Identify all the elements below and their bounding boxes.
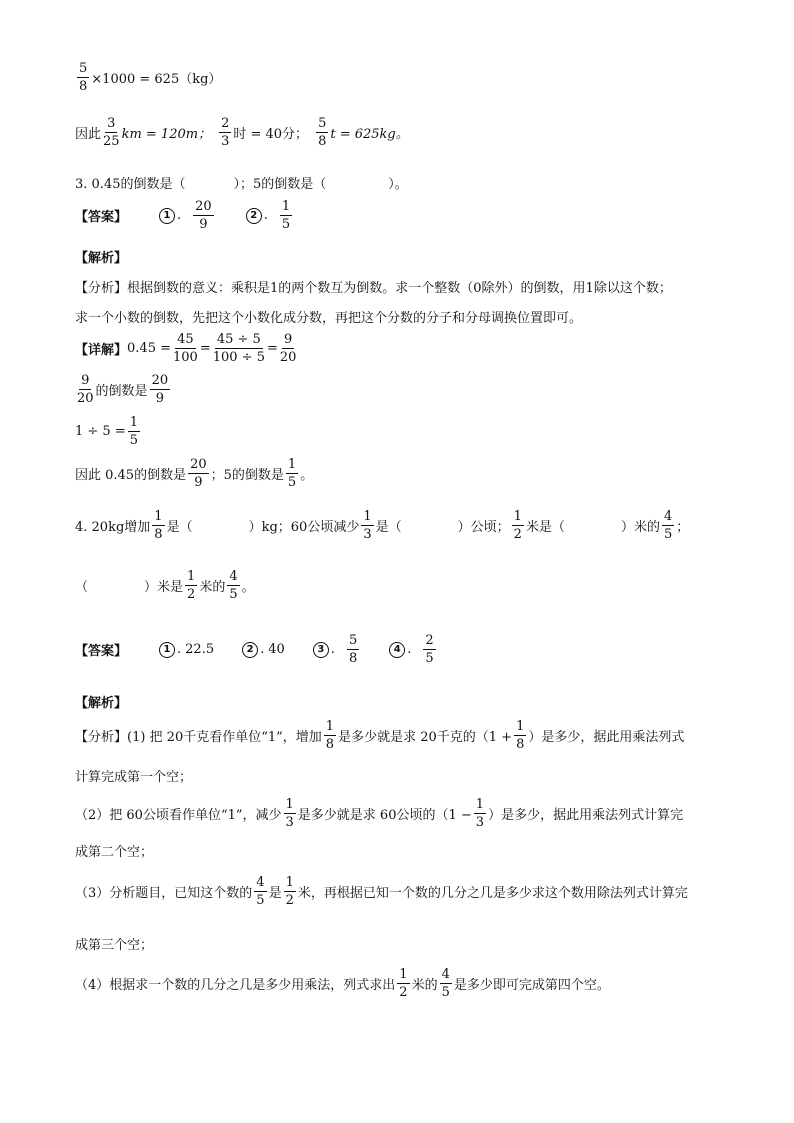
answer-value: 22.5: [185, 642, 215, 657]
text: ）是多少，据此用乘法列式: [528, 730, 685, 745]
text: 是多少即可完成第四个空。: [453, 978, 610, 993]
detail-3-line4: [75, 458, 313, 489]
analysis-4-4: [75, 968, 610, 999]
fraction: $\frac{5}{8}$: [318, 116, 327, 149]
text: 。: [241, 580, 255, 595]
circled-number: 1: [159, 208, 175, 224]
text: ；: [676, 520, 690, 535]
text: 米的: [411, 978, 438, 993]
text: 0.45 =: [127, 341, 171, 356]
text: 米的: [199, 580, 226, 595]
text: t = 625kg。: [330, 127, 409, 142]
fraction: $\frac{20}{9}$: [190, 457, 207, 490]
text: 。: [300, 468, 314, 483]
text: 是（: [166, 520, 193, 535]
question-3: [75, 173, 408, 192]
answer-3: 【答案】 1 . $\frac{20}{9}$ 2 . $\frac{1}{5}$: [75, 199, 291, 232]
text: 的倒数是: [95, 384, 148, 399]
fraction: $\frac{3}{25}$: [103, 116, 120, 149]
analysis-heading: 【解析】: [75, 251, 128, 266]
answer-label: 【答案】: [75, 210, 128, 225]
text: 【分析】(1) 把 20千克看作单位“1”，增加: [75, 730, 322, 745]
text: 米是（: [525, 520, 565, 535]
fraction: $\frac{1}{5}$: [287, 457, 297, 490]
circled-number: 2: [246, 208, 262, 224]
text: 3. 0.45的倒数是（: [75, 177, 186, 192]
text: （: [75, 580, 89, 595]
question-4-line2: [75, 570, 255, 601]
fraction: $\frac{1}{5}$: [129, 415, 139, 448]
text: ）kg；60公顷减少: [248, 520, 360, 535]
text: =: [266, 341, 278, 356]
analysis-text: 计算完成第一个空；: [75, 770, 193, 785]
fraction: $\frac{4}{5}$: [663, 509, 673, 542]
fraction: $\frac{1}{2}$: [399, 967, 408, 1000]
analysis-4-3: [75, 876, 688, 907]
fraction: $\frac{45 \div 5}{100 \div 5}$: [212, 332, 265, 365]
fraction: $\frac{20}{9}$: [195, 199, 212, 232]
calc-line-kg: [75, 62, 221, 93]
text: 因此 0.45的倒数是: [75, 468, 187, 483]
fraction: $\frac{1}{8}$: [516, 719, 525, 752]
fraction: $\frac{1}{5}$: [281, 199, 291, 232]
fraction: $\frac{5}{8}$: [348, 633, 358, 666]
analysis-text: 成第二个空；: [75, 845, 154, 860]
fraction: $\frac{45}{100}$: [173, 332, 198, 365]
detail-3-line3: [75, 416, 142, 447]
detail-3: [75, 333, 298, 364]
fraction: $\frac{1}{3}$: [285, 797, 294, 830]
answer-4: 【答案】 1 . 22.5 2 . 40 3 . $\frac{5}{8}$ 4 . $\frac{2}{5}$: [75, 633, 434, 666]
fraction: $\frac{9}{20}$: [77, 373, 94, 406]
circled-number: 4: [389, 642, 405, 658]
text: 因此: [75, 127, 102, 142]
question-4: [75, 510, 689, 541]
text: km = 120m；: [121, 127, 212, 142]
text: 是（: [375, 520, 402, 535]
circled-number: 3: [313, 642, 329, 658]
text: =: [199, 341, 211, 356]
fraction: $\frac{1}{8}$: [325, 719, 335, 752]
text: 时 = 40分；: [233, 127, 309, 142]
analysis-4-1: [75, 720, 684, 751]
calc-text: ×1000 = 625（kg）: [91, 72, 222, 87]
text: 1 ÷ 5 =: [75, 424, 126, 439]
fraction: $\frac{20}{9}$: [151, 373, 169, 406]
text: ）。: [388, 177, 408, 192]
fraction: $\frac{1}{3}$: [475, 797, 485, 830]
analysis-text: 【分析】根据倒数的意义：乘积是1的两个数互为倒数。求一个整数（0除外）的倒数，用1除以这个数；: [75, 281, 672, 296]
fraction: $\frac{4}{5}$: [441, 967, 450, 1000]
detail-3-line2: [75, 374, 172, 405]
analysis-4-2: [75, 798, 683, 829]
text: 是多少就是求 20千克的（1 +: [338, 730, 513, 745]
circled-number: 1: [159, 642, 175, 658]
fraction: $\frac{2}{5}$: [425, 633, 434, 666]
fraction: $\frac{9}{20}$: [279, 332, 297, 365]
text: 是: [268, 886, 282, 901]
text: 是多少就是求 60公顷的（1 −: [297, 808, 472, 823]
fraction: $\frac{1}{2}$: [285, 875, 294, 908]
text: （2）把 60公顷看作单位“1”，减少: [75, 808, 282, 823]
text: 4. 20kg增加: [75, 520, 151, 535]
fraction: $\frac{4}{5}$: [256, 875, 265, 908]
analysis-text: 求一个小数的倒数，先把这个小数化成分数，再把这个分数的分子和分母调换位置即可。: [75, 311, 583, 326]
fraction: $\frac{1}{2}$: [513, 509, 522, 542]
fraction: $\frac{4}{5}$: [229, 569, 238, 602]
text: ）公顷；: [457, 520, 510, 535]
text: ）米是: [144, 580, 184, 595]
text: （4）根据求一个数的几分之几是多少用乘法，列式求出: [75, 978, 396, 993]
circled-number: 2: [242, 642, 258, 658]
detail-label: 【详解】: [75, 343, 128, 358]
answer-label: 【答案】: [75, 644, 128, 659]
text: 米，再根据已知一个数的几分之几是多少求这个数用除法列式计算完: [297, 886, 688, 901]
analysis-heading: 【解析】: [75, 696, 128, 711]
answer-value: 40: [268, 642, 285, 657]
fraction: $\frac{2}{3}$: [221, 116, 230, 149]
fraction: $\frac{1}{8}$: [154, 509, 163, 542]
text: （3）分析题目，已知这个数的: [75, 886, 253, 901]
text: ）；5的倒数是（: [233, 177, 327, 192]
analysis-text: 成第三个空；: [75, 938, 154, 953]
fraction: $\frac{5}{8}$: [79, 61, 88, 94]
text: ；5的倒数是: [210, 468, 284, 483]
text: ）米的: [620, 520, 660, 535]
fraction: $\frac{1}{2}$: [187, 569, 196, 602]
conclusion-line: [75, 117, 409, 148]
fraction: $\frac{1}{3}$: [363, 509, 372, 542]
text: ）是多少，据此用乘法列式计算完: [488, 808, 684, 823]
